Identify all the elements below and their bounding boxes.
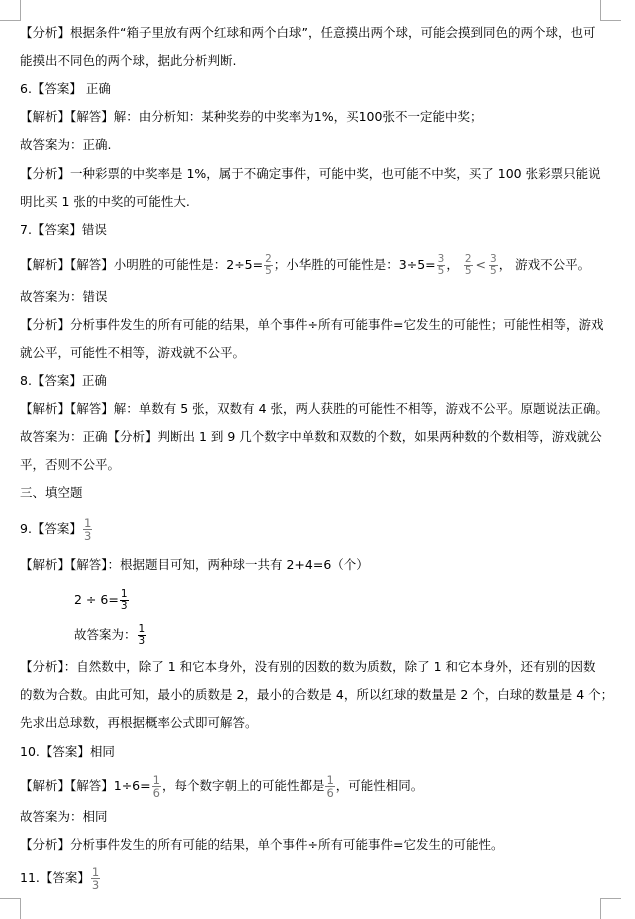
solution-text: ，: [446, 257, 459, 272]
answer-10: 10.【答案】相同: [20, 744, 115, 759]
answer-line: 故答案为：错误: [20, 289, 108, 304]
answer-7: 7.【答案】错误: [20, 222, 107, 237]
denominator: 3: [91, 878, 100, 892]
answer-6: 6.【答案】 正确: [20, 81, 111, 96]
denominator: 5: [490, 265, 497, 277]
analysis-line: 明比买 1 张的中奖的可能性大.: [20, 194, 190, 209]
fraction-2-5: [264, 254, 273, 277]
numerator: 2: [464, 253, 472, 265]
denominator: 6: [326, 786, 334, 800]
section-heading: 三、填空题: [20, 485, 83, 500]
numerator: 1: [91, 865, 100, 879]
fraction-3-5: [489, 254, 498, 277]
denominator: 5: [464, 265, 472, 277]
corner-mark-bottom-right: [600, 898, 621, 919]
numerator: 1: [83, 516, 92, 530]
fraction-1-3: [83, 517, 92, 542]
solution-text: ；小华胜的可能性是：3÷5=: [273, 257, 436, 272]
solution-line-7: [20, 254, 590, 277]
analysis-line: 能摸出不同色的两个球，据此分析判断.: [20, 53, 237, 68]
calc-text: 2 ÷ 6=: [74, 592, 119, 607]
analysis-line: 【分析】分析事件发生的所有可能的结果，单个事件÷所有可能事件=它发生的可能性；可能性相等，游戏: [20, 317, 604, 332]
analysis-line: 【分析】：自然数中，除了 1 和它本身外，没有别的因数的数为质数，除了 1 和它本身外，还有别的因数: [20, 659, 596, 674]
answer-line: 故答案为：正确.: [20, 137, 112, 152]
numerator: 1: [326, 773, 334, 787]
calculation-line: [74, 589, 130, 612]
fraction-2-5: [464, 254, 473, 277]
solution-text: ， 游戏不公平。: [498, 257, 591, 272]
solution-line: 【解析】【解答】解：由分析知：某种奖券的中奖率为1%，买100张不一定能中奖；: [20, 109, 483, 124]
analysis-line: 先求出总球数，再根据概率公式即可解答。: [20, 715, 258, 730]
solution-line: 【解析】【解答】解：单数有 5 张，双数有 4 张，两人获胜的可能性不相等，游戏不公平。原题说法正确。: [20, 401, 609, 416]
corner-mark-top-left: [0, 0, 21, 21]
answer-label: 11.【答案】: [20, 870, 90, 885]
answer-line: 故答案为：相同: [20, 809, 108, 824]
fraction-1-6: [152, 774, 161, 799]
denominator: 3: [138, 635, 146, 647]
solution-text: 【解析】【解答】小明胜的可能性是：2÷5=: [20, 257, 264, 272]
corner-mark-top-right: [600, 0, 621, 21]
solution-line-10: [20, 774, 423, 799]
numerator: 2: [265, 253, 272, 265]
answer-line: 故答案为：正确【分析】判断出 1 到 9 几个数字中单数和双数的个数，如果两种数的个数相等，游戏就公: [20, 429, 602, 444]
numerator: 3: [437, 253, 445, 265]
fraction-1-3: [91, 866, 100, 891]
fraction-1-3: [120, 589, 129, 612]
solution-line: 【解析】【解答】：根据题目可知，两种球一共有 2+4=6（个）: [20, 557, 369, 572]
answer-11: [20, 866, 101, 891]
analysis-line: 【分析】分析事件发生的所有可能的结果，单个事件÷所有可能事件=它发生的可能性。: [20, 837, 504, 852]
fraction-3-5: [437, 254, 446, 277]
corner-mark-bottom-left: [0, 898, 21, 919]
answer-line: [74, 624, 147, 647]
less-than-symbol: <: [475, 257, 487, 272]
solution-text: ，每个数字朝上的可能性都是: [161, 778, 325, 793]
analysis-line: 就公平，可能性不相等，游戏就不公平。: [20, 345, 246, 360]
numerator: 3: [490, 253, 497, 265]
answer-label: 9.【答案】: [20, 521, 82, 536]
fraction-1-3: [138, 624, 147, 647]
numerator: 1: [138, 623, 146, 635]
numerator: 1: [152, 773, 160, 787]
fraction-1-6: [325, 774, 334, 799]
denominator: 3: [120, 600, 128, 612]
solution-text: ，可能性相同。: [335, 778, 424, 793]
numerator: 1: [120, 588, 128, 600]
analysis-line: 【分析】根据条件“箱子里放有两个红球和两个白球”，任意摸出两个球，可能会摸到同色的两个球，也可: [20, 25, 596, 40]
denominator: 3: [83, 529, 92, 543]
solution-text: 【解析】【解答】1÷6=: [20, 778, 151, 793]
analysis-line: 的数为合数。由此可知，最小的质数是 2，最小的合数是 4，所以红球的数量是 2 个，白球的数量是 4 个；: [20, 687, 614, 702]
answer-line: 平，否则不公平。: [20, 457, 121, 472]
answer-8: 8.【答案】正确: [20, 373, 107, 388]
denominator: 6: [152, 786, 160, 800]
denominator: 5: [437, 265, 445, 277]
analysis-line: 【分析】一种彩票的中奖率是 1%，属于不确定事件，可能中奖，也可能不中奖，买了 100 张彩票只能说: [20, 166, 601, 181]
denominator: 5: [265, 265, 272, 277]
answer-label: 故答案为：: [74, 627, 137, 642]
answer-9: [20, 517, 93, 542]
